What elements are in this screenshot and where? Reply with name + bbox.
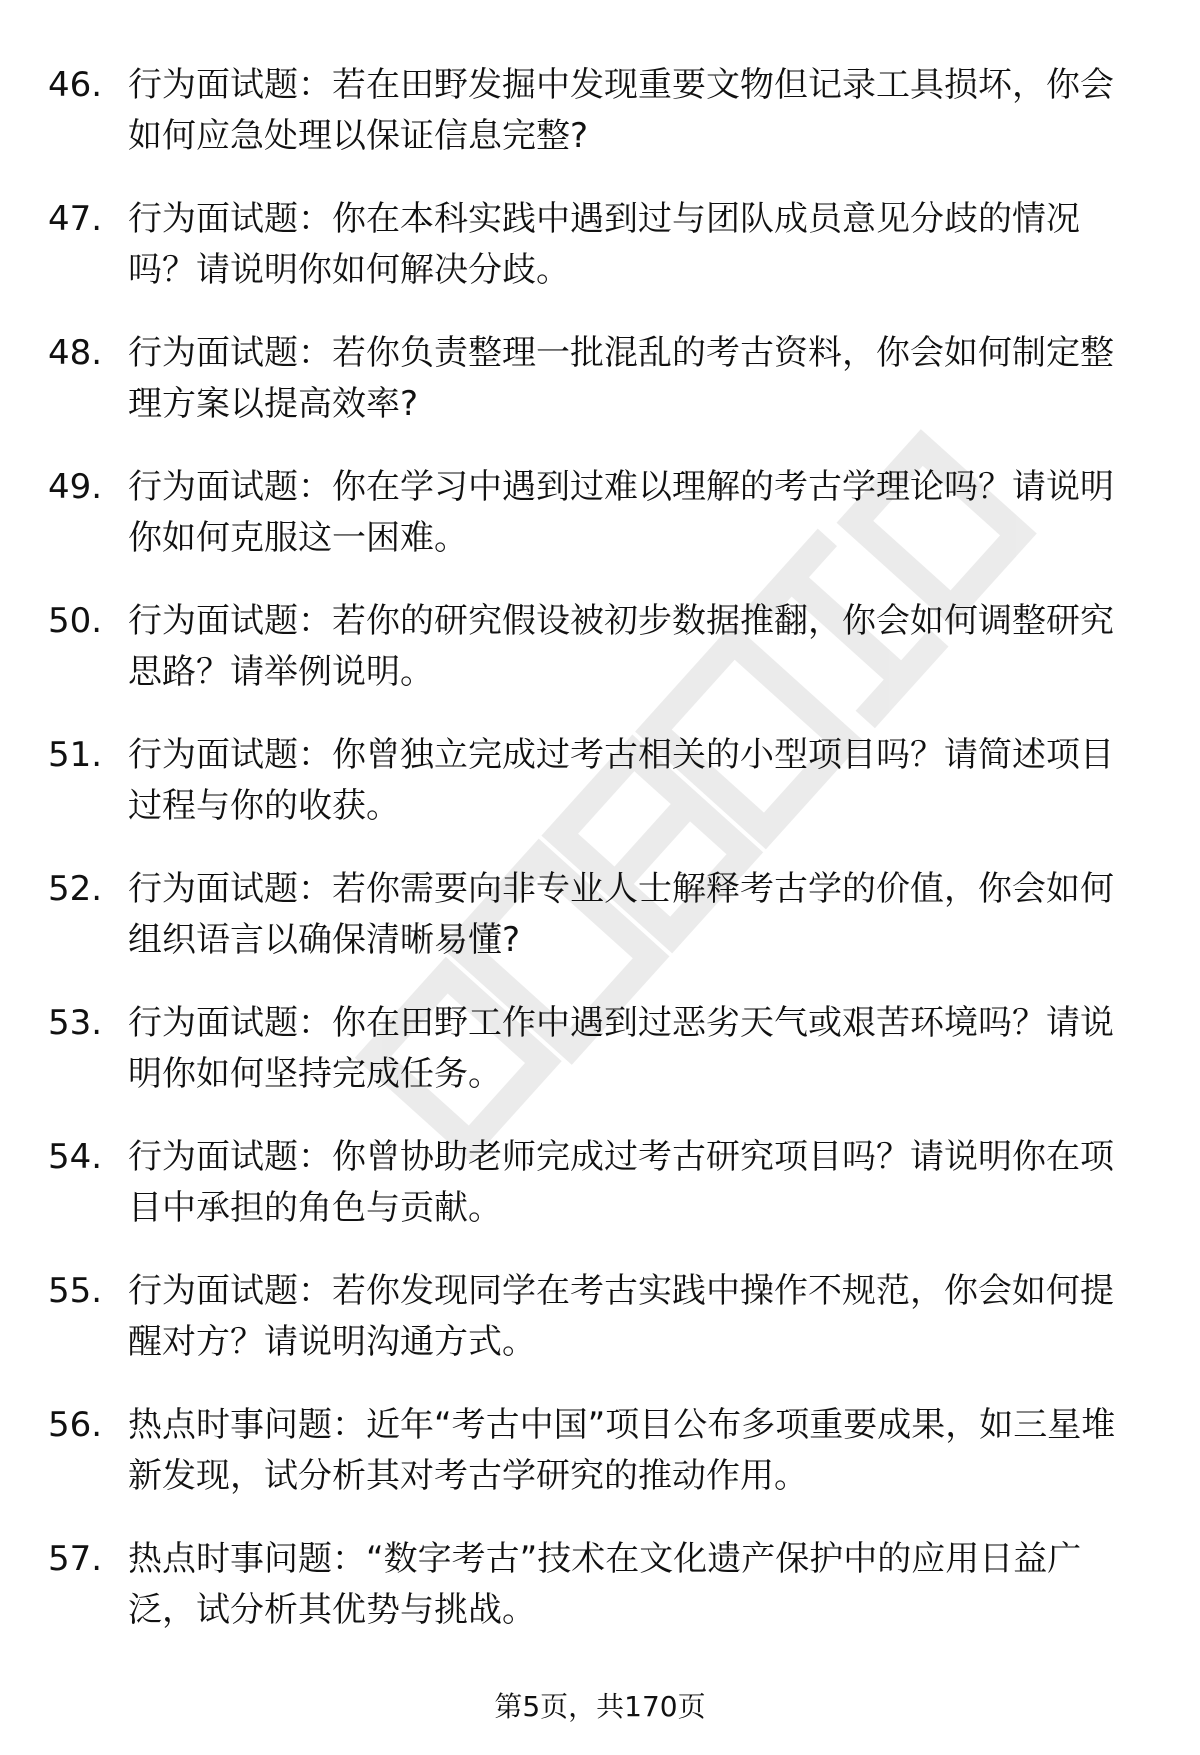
question-text: 行为面试题：你在田野工作中遇到过恶劣天气或艰苦环境吗？请说明你如何坚持完成任务。: [128, 1003, 1114, 1094]
question-item: [48, 1266, 1138, 1400]
question-number: 54.: [48, 1137, 103, 1177]
question-number: 48.: [48, 333, 103, 373]
question-text: 热点时事问题：“数字考古”技术在文化遗产保护中的应用日益广泛，试分析其优势与挑战。: [128, 1539, 1082, 1630]
question-text: 行为面试题：你在本科实践中遇到过与团队成员意见分歧的情况吗？请说明你如何解决分歧。: [128, 199, 1080, 290]
question-item: [48, 1400, 1138, 1534]
question-item: [48, 462, 1138, 596]
question-number: 50.: [48, 601, 103, 641]
question-item: [48, 328, 1138, 462]
question-text: 热点时事问题：近年“考古中国”项目公布多项重要成果，如三星堆新发现，试分析其对考古学研究的推动作用。: [128, 1405, 1116, 1496]
question-text: 行为面试题：若你的研究假设被初步数据推翻，你会如何调整研究思路？请举例说明。: [128, 601, 1114, 692]
question-number: 49.: [48, 467, 103, 507]
question-item: [48, 596, 1138, 730]
question-number: 57.: [48, 1539, 103, 1579]
question-text: 行为面试题：若你需要向非专业人士解释考古学的价值，你会如何组织语言以确保清晰易懂?: [128, 869, 1114, 960]
question-text: 行为面试题：若你负责整理一批混乱的考古资料，你会如何制定整理方案以提高效率?: [128, 333, 1114, 424]
question-item: [48, 864, 1138, 998]
question-text: 行为面试题：你曾独立完成过考古相关的小型项目吗？请简述项目过程与你的收获。: [128, 735, 1114, 826]
question-item: [48, 1534, 1138, 1668]
question-list: [48, 60, 1138, 1668]
question-item: [48, 730, 1138, 864]
question-item: [48, 1132, 1138, 1266]
page-footer: 第5页，共170页: [494, 1690, 706, 1723]
question-number: 55.: [48, 1271, 103, 1311]
question-number: 51.: [48, 735, 103, 775]
question-text: 行为面试题：若你发现同学在考古实践中操作不规范，你会如何提醒对方？请说明沟通方式。: [128, 1271, 1114, 1362]
question-number: 56.: [48, 1405, 103, 1445]
question-item: [48, 194, 1138, 328]
question-number: 47.: [48, 199, 103, 239]
question-number: 53.: [48, 1003, 103, 1043]
question-text: 行为面试题：若在田野发掘中发现重要文物但记录工具损坏，你会如何应急处理以保证信息完整?: [128, 65, 1114, 156]
question-number: 46.: [48, 65, 103, 105]
question-text: 行为面试题：你在学习中遇到过难以理解的考古学理论吗？请说明你如何克服这一困难。: [128, 467, 1114, 558]
question-item: [48, 998, 1138, 1132]
question-text: 行为面试题：你曾协助老师完成过考古研究项目吗？请说明你在项目中承担的角色与贡献。: [128, 1137, 1114, 1228]
question-number: 52.: [48, 869, 103, 909]
question-item: [48, 60, 1138, 194]
